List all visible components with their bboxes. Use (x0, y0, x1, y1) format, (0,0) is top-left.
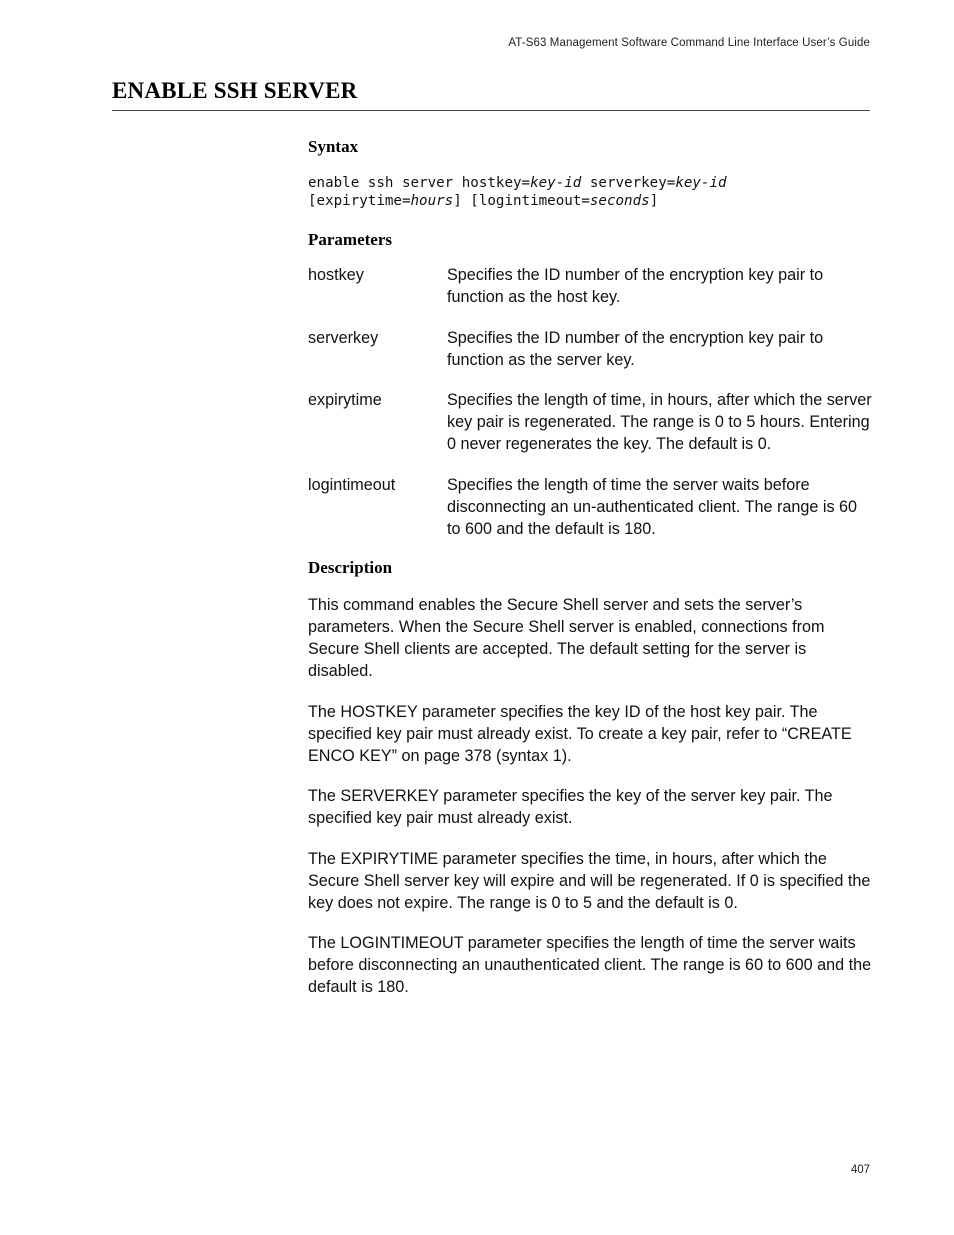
description-heading: Description (308, 558, 393, 577)
syntax-line-1 (308, 175, 727, 191)
syntax-text: enable ssh server hostkey= (308, 175, 531, 191)
page-number: 407 (850, 1164, 870, 1176)
description-paragraph: The HOSTKEY parameter specifies the key ID of the host key pair. The specified key pair must already exist. To create a key pair, refer to “CREATE ENCO KEY” on page 378 (syntax 1). (308, 702, 852, 765)
syntax-text: serverkey= (581, 175, 676, 191)
parameter-name: serverkey (308, 328, 379, 347)
syntax-variable: hours (410, 193, 454, 209)
description-paragraph: This command enables the Secure Shell server and sets the server’s parameters. When the Secure Shell server is enabled, connections from Secure Shell clients are accepted. The default setting for the server is disabled. (308, 596, 825, 680)
syntax-text: ] (649, 193, 659, 209)
parameter-row-logintimeout (308, 474, 872, 540)
parameter-row-expirytime (308, 389, 872, 455)
parameter-description: Specifies the ID number of the encryption key pair to function as the host key. (447, 266, 824, 306)
parameters-heading: Parameters (308, 230, 393, 249)
syntax-text: [expirytime= (308, 193, 411, 209)
parameter-list (308, 264, 872, 540)
parameter-description: Specifies the length of time, in hours, after which the server key pair is regenerated. The range is 0 to 5 hours. Entering 0 never regenerates the key. The default is 0. (447, 391, 872, 453)
syntax-variable: seconds (589, 193, 650, 209)
parameter-name: expirytime (308, 391, 382, 409)
description-paragraph: The EXPIRYTIME parameter specifies the time, in hours, after which the Secure Shell server key will expire and will be regenerated. If 0 is specified the key does not expire. The range is 0 to 5 and the default is 0. (308, 849, 871, 912)
parameter-name: logintimeout (308, 475, 396, 494)
parameter-description: Specifies the ID number of the encryption key pair to function as the server key. (447, 328, 824, 369)
syntax-variable: key-id (675, 175, 727, 191)
parameter-description: Specifies the length of time the server waits before disconnecting an un-authenticated client. The range is 60 to 600 and the default is 180. (447, 475, 858, 538)
syntax-code-block (308, 174, 872, 210)
parameter-row-serverkey (308, 327, 872, 371)
syntax-variable: key-id (530, 175, 582, 191)
running-header: AT-S63 Management Software Command Line Interface User’s Guide (508, 37, 870, 49)
description-paragraph: The SERVERKEY parameter specifies the key of the server key pair. The specified key pair must already exist. (308, 787, 833, 827)
description-body (308, 594, 872, 998)
main-content (308, 135, 872, 1017)
syntax-heading: Syntax (308, 137, 359, 156)
parameter-row-hostkey (308, 264, 872, 308)
syntax-line-2 (308, 193, 658, 209)
page-title: ENABLE SSH SERVER (112, 78, 358, 103)
title-divider (112, 110, 870, 111)
description-paragraph: The LOGINTIMEOUT parameter specifies the length of time the server waits before disconnecting an unauthenticated client. The range is 60 to 600 and the default is 180. (308, 934, 872, 996)
syntax-text: ] [logintimeout= (453, 193, 590, 209)
parameter-name: hostkey (308, 266, 364, 284)
